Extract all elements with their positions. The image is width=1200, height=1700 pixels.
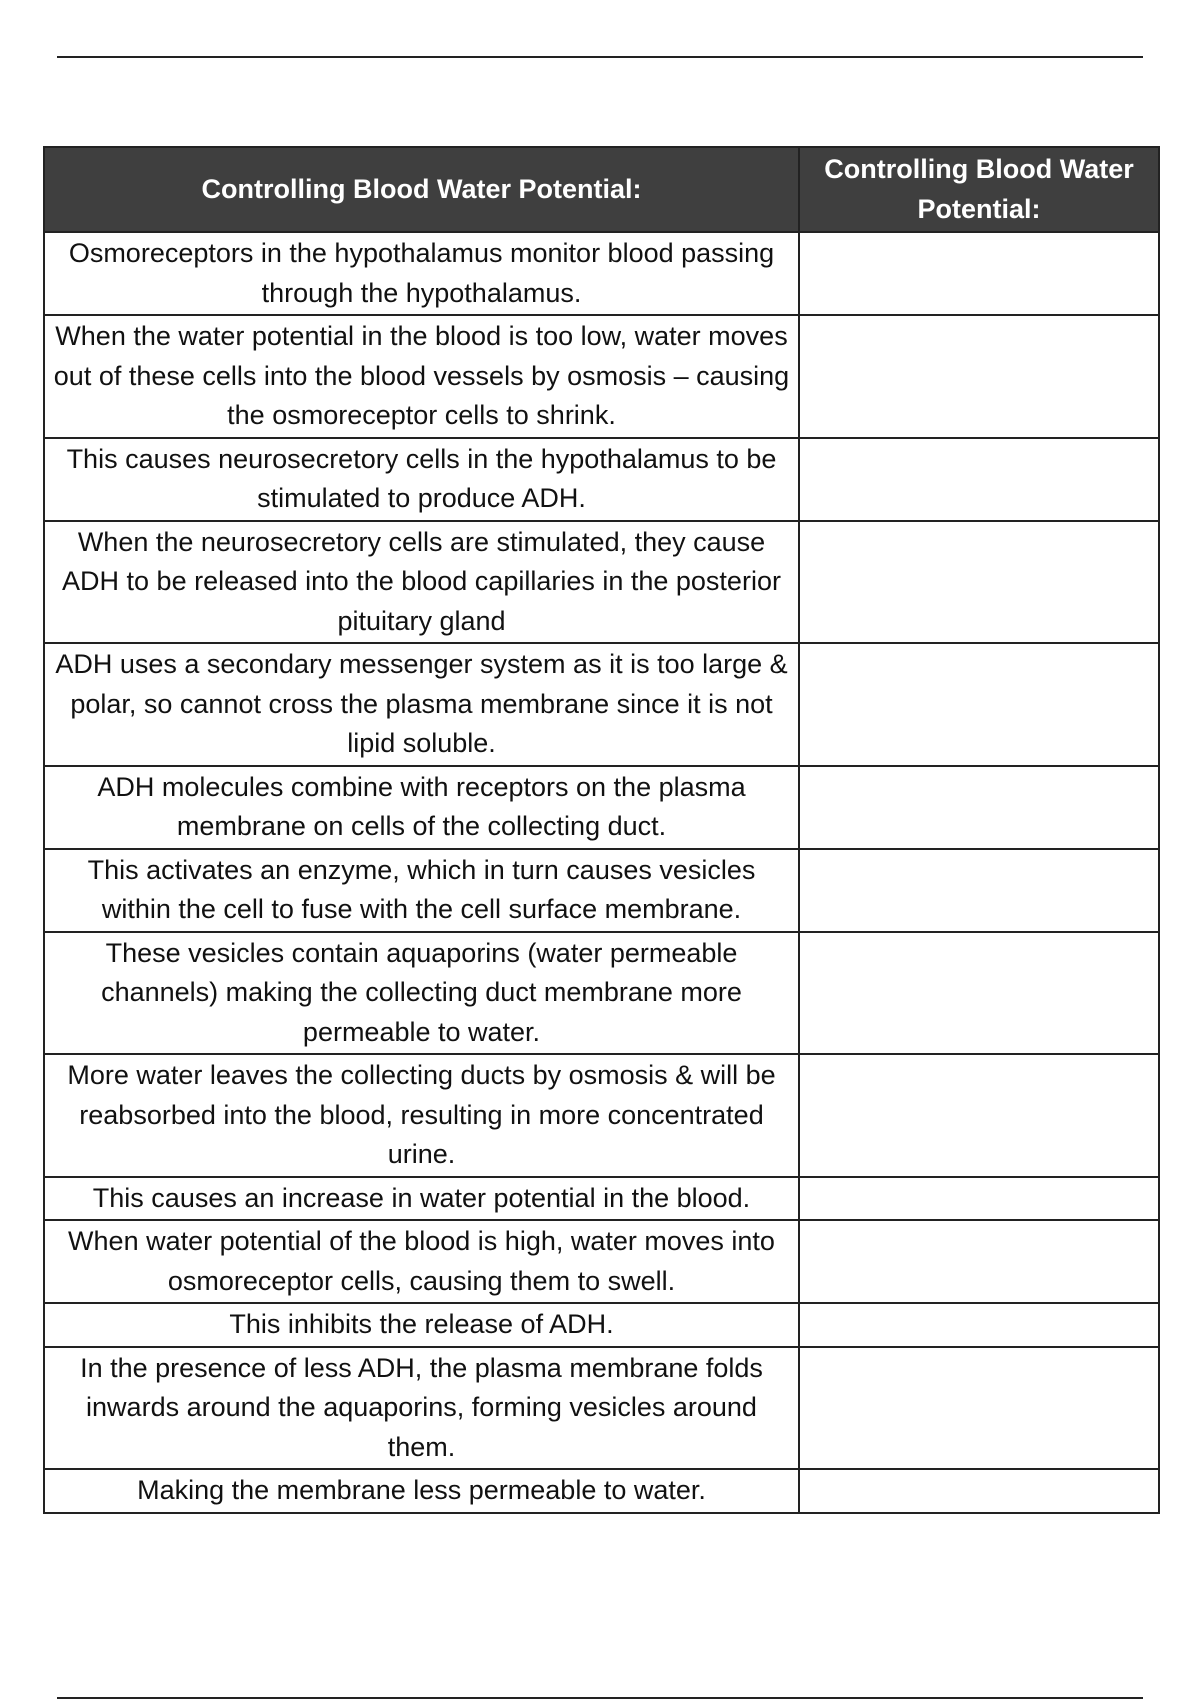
answer-cell[interactable] bbox=[799, 1177, 1159, 1221]
statement-cell: ADH molecules combine with receptors on the plasma membrane on cells of the collecting duct. bbox=[44, 766, 799, 849]
footer-rule bbox=[57, 1697, 1143, 1699]
statement-cell: When water potential of the blood is high, water moves into osmoreceptor cells, causing them to swell. bbox=[44, 1220, 799, 1303]
answer-cell[interactable] bbox=[799, 932, 1159, 1055]
statement-cell: This causes neurosecretory cells in the hypothalamus to be stimulated to produce ADH. bbox=[44, 438, 799, 521]
statement-cell: When the water potential in the blood is too low, water moves out of these cells into the blood vessels by osmosis – causing the osmoreceptor cells to shrink. bbox=[44, 315, 799, 438]
statement-cell: When the neurosecretory cells are stimulated, they cause ADH to be released into the blood capillaries in the posterior pituitary gland bbox=[44, 521, 799, 644]
answer-cell[interactable] bbox=[799, 438, 1159, 521]
column-header-statements: Controlling Blood Water Potential: bbox=[44, 147, 799, 232]
table-row bbox=[44, 521, 1159, 644]
table-row bbox=[44, 1469, 1159, 1513]
statement-cell: Osmoreceptors in the hypothalamus monitor blood passing through the hypothalamus. bbox=[44, 232, 799, 315]
answer-cell[interactable] bbox=[799, 643, 1159, 766]
answer-cell[interactable] bbox=[799, 1469, 1159, 1513]
table-row bbox=[44, 849, 1159, 932]
table-row bbox=[44, 1303, 1159, 1347]
answer-cell[interactable] bbox=[799, 1054, 1159, 1177]
table-row bbox=[44, 1177, 1159, 1221]
table-row bbox=[44, 932, 1159, 1055]
header-rule bbox=[57, 56, 1143, 58]
statement-cell: This inhibits the release of ADH. bbox=[44, 1303, 799, 1347]
answer-cell[interactable] bbox=[799, 849, 1159, 932]
answer-cell[interactable] bbox=[799, 766, 1159, 849]
answer-cell[interactable] bbox=[799, 1220, 1159, 1303]
answer-cell[interactable] bbox=[799, 315, 1159, 438]
blood-water-potential-table bbox=[43, 146, 1160, 1514]
table-row bbox=[44, 1054, 1159, 1177]
statement-cell: These vesicles contain aquaporins (water permeable channels) making the collecting duct membrane more permeable to water. bbox=[44, 932, 799, 1055]
statement-cell: In the presence of less ADH, the plasma membrane folds inwards around the aquaporins, forming vesicles around them. bbox=[44, 1347, 799, 1470]
table-row bbox=[44, 1220, 1159, 1303]
answer-cell[interactable] bbox=[799, 521, 1159, 644]
statement-cell: More water leaves the collecting ducts by osmosis & will be reabsorbed into the blood, resulting in more concentrated urine. bbox=[44, 1054, 799, 1177]
table-row bbox=[44, 766, 1159, 849]
answer-cell[interactable] bbox=[799, 1303, 1159, 1347]
answer-cell[interactable] bbox=[799, 232, 1159, 315]
table-row bbox=[44, 1347, 1159, 1470]
table-row bbox=[44, 643, 1159, 766]
table-header-row bbox=[44, 147, 1159, 232]
statement-cell: This activates an enzyme, which in turn causes vesicles within the cell to fuse with the cell surface membrane. bbox=[44, 849, 799, 932]
table-row bbox=[44, 232, 1159, 315]
column-header-answers: Controlling Blood Water Potential: bbox=[799, 147, 1159, 232]
statement-cell: ADH uses a secondary messenger system as it is too large & polar, so cannot cross the plasma membrane since it is not lipid soluble. bbox=[44, 643, 799, 766]
table-row bbox=[44, 315, 1159, 438]
answer-cell[interactable] bbox=[799, 1347, 1159, 1470]
table-row bbox=[44, 438, 1159, 521]
statement-cell: Making the membrane less permeable to water. bbox=[44, 1469, 799, 1513]
statement-cell: This causes an increase in water potential in the blood. bbox=[44, 1177, 799, 1221]
